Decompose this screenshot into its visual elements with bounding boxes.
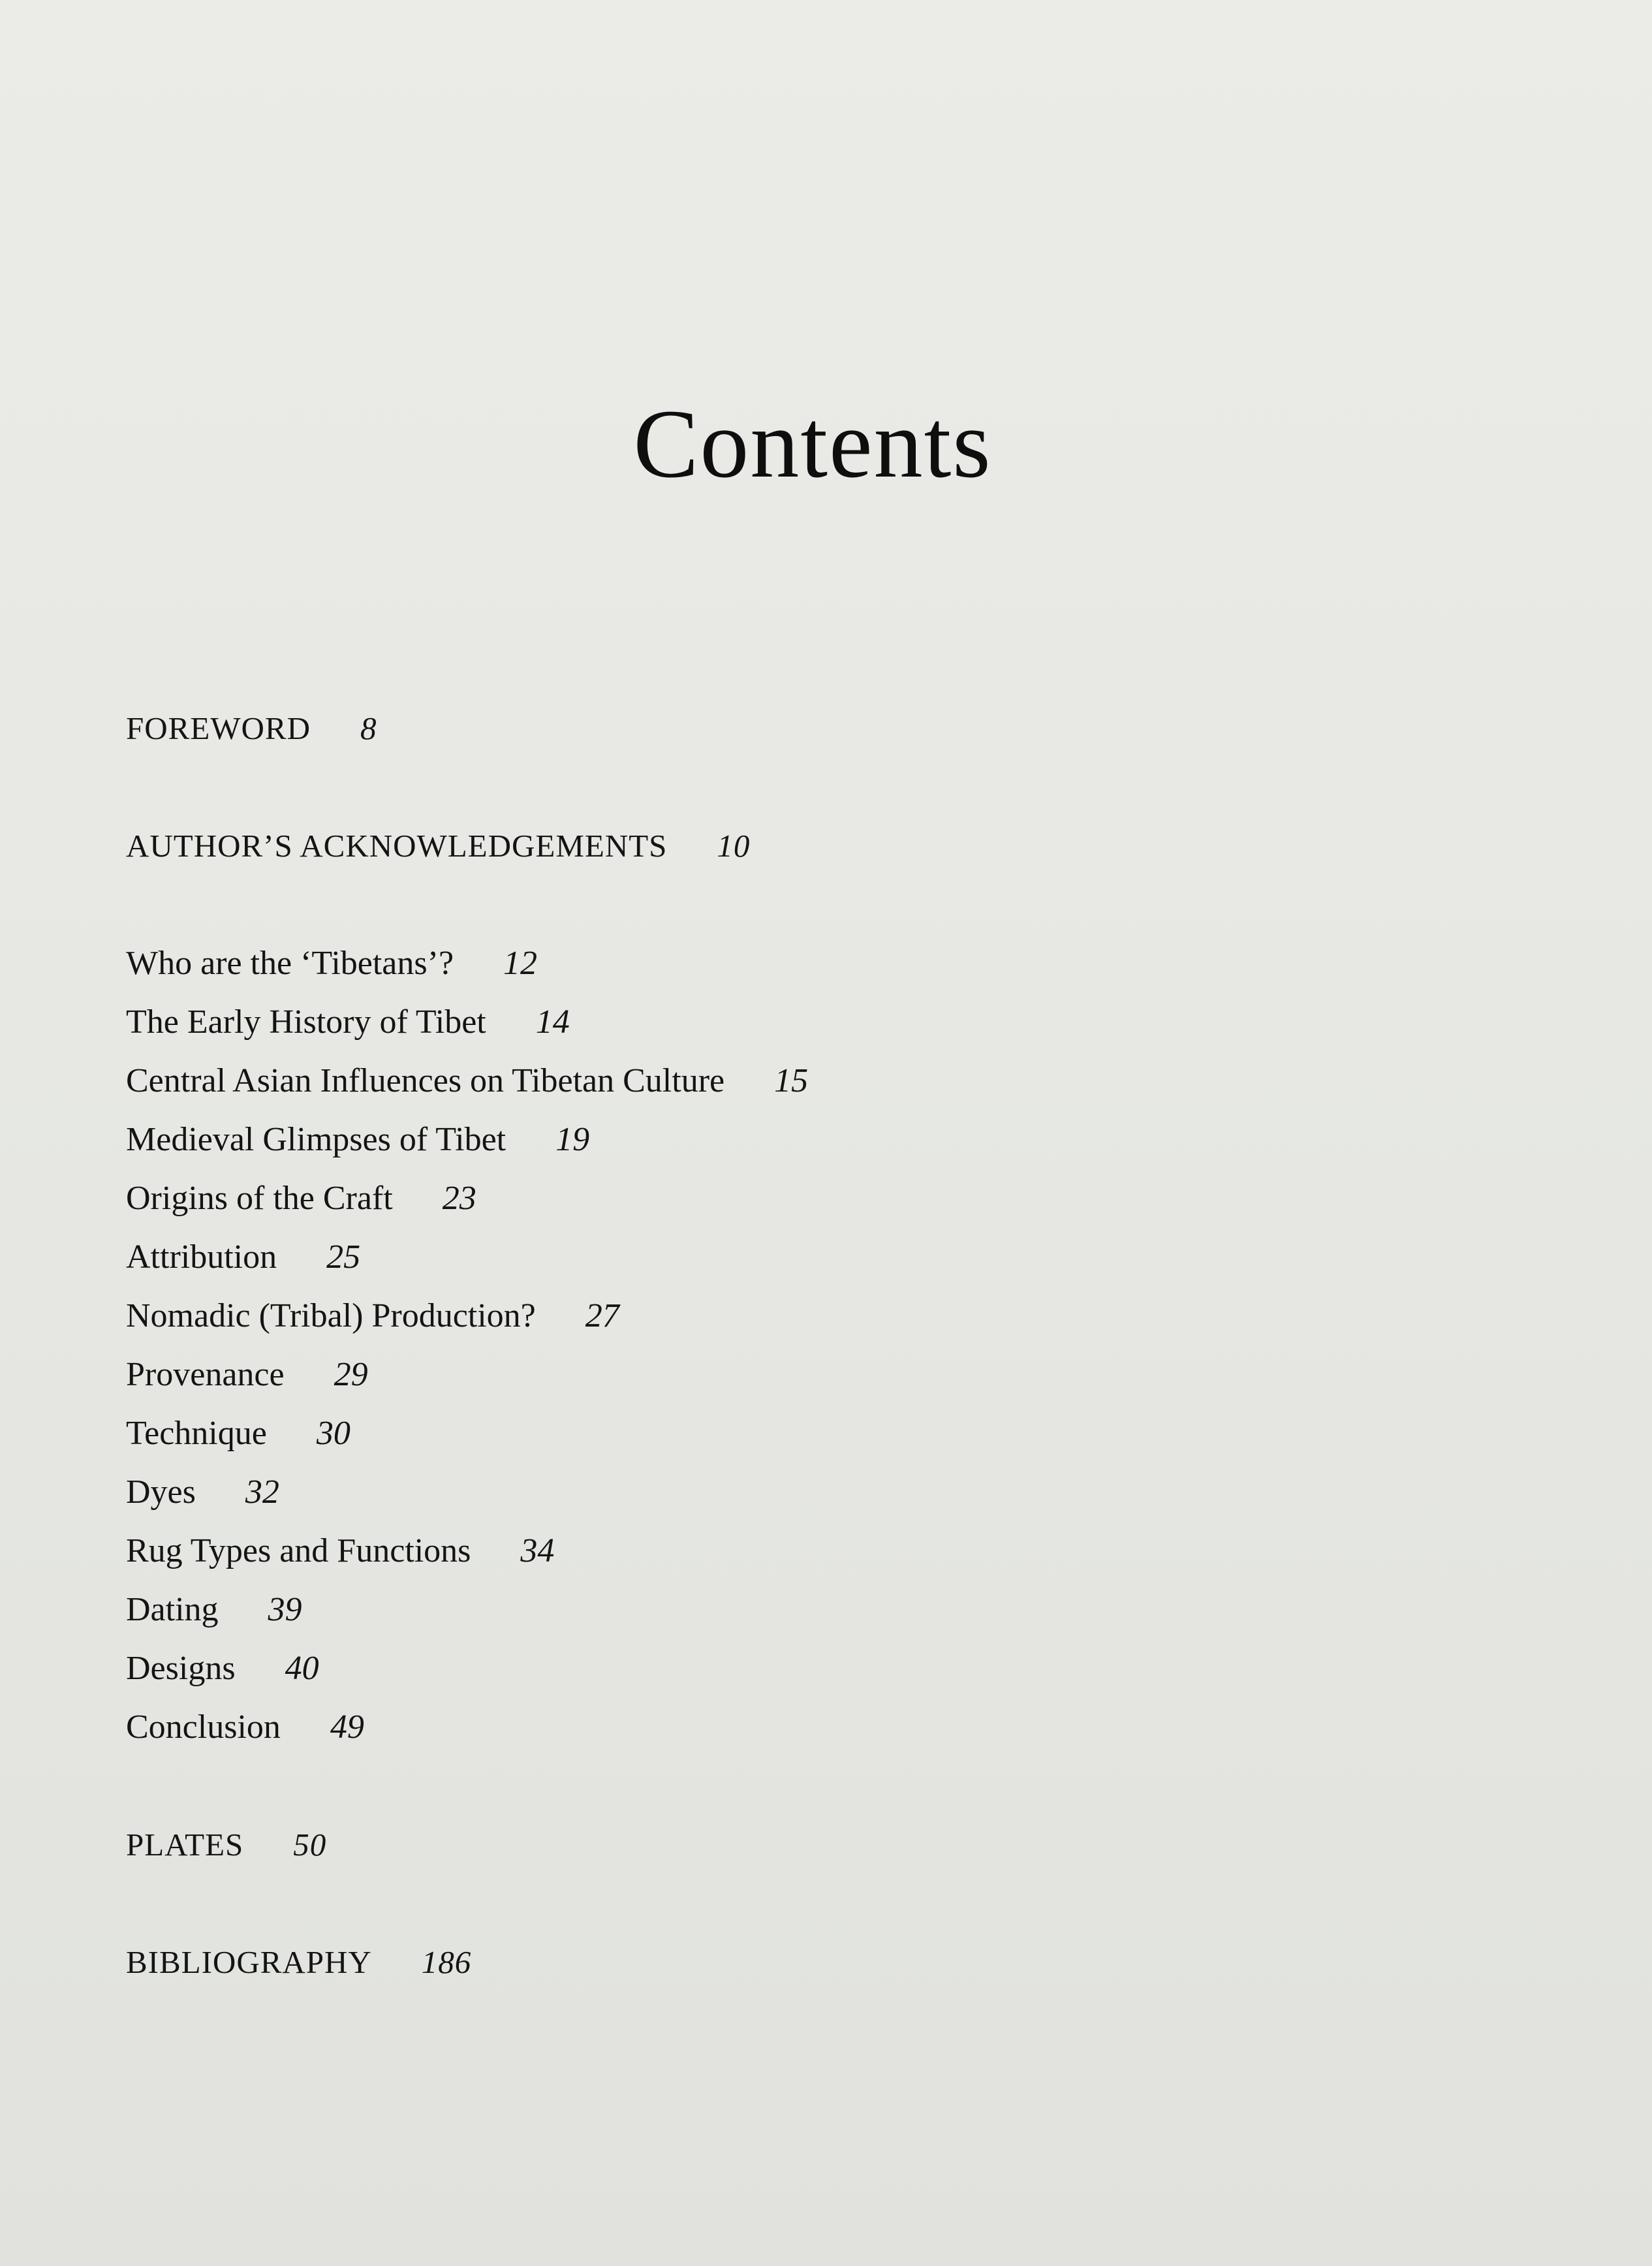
toc-entry-foreword	[126, 699, 1301, 757]
toc-entry-plates	[126, 1815, 1301, 1874]
toc-entry-chapter	[126, 992, 1301, 1051]
toc-entry-chapter	[126, 1521, 1301, 1580]
entry-title: Designs	[126, 1649, 236, 1687]
entry-page-number: 49	[330, 1708, 364, 1746]
toc-entry-chapter	[126, 1227, 1301, 1286]
entry-page-number: 186	[421, 1943, 472, 1980]
entry-title: Attribution	[126, 1238, 277, 1276]
entry-page-number: 25	[326, 1238, 361, 1276]
entry-page-number: 40	[285, 1649, 319, 1687]
chapter-list	[126, 934, 1301, 1756]
bibliography-list	[126, 1932, 1301, 1991]
entry-title: Nomadic (Tribal) Production?	[126, 1297, 536, 1334]
entry-page-number: 8	[360, 710, 377, 746]
entry-page-number: 34	[520, 1532, 555, 1569]
plates-list	[126, 1815, 1301, 1874]
entry-title: FOREWORD	[126, 710, 311, 746]
entry-title: Conclusion	[126, 1708, 281, 1746]
toc-entry-chapter	[126, 1169, 1301, 1227]
toc-entry-chapter	[126, 1639, 1301, 1697]
entry-title: Who are the ‘Tibetans’?	[126, 944, 454, 982]
toc-entry-chapter	[126, 1404, 1301, 1462]
toc-entry-chapter	[126, 1110, 1301, 1169]
entry-page-number: 14	[535, 1003, 570, 1041]
page-title: Contents	[633, 390, 992, 498]
entry-title: Origins of the Craft	[126, 1179, 393, 1217]
entry-page-number: 39	[268, 1590, 302, 1628]
entry-page-number: 32	[245, 1473, 279, 1511]
entry-page-number: 30	[316, 1414, 351, 1452]
entry-title: Provenance	[126, 1355, 285, 1393]
toc-entry-chapter	[126, 1580, 1301, 1639]
entry-page-number: 29	[334, 1355, 368, 1393]
entry-page-number: 50	[293, 1826, 327, 1863]
entry-title: Dyes	[126, 1473, 196, 1511]
entry-title: Dating	[126, 1590, 219, 1628]
entry-title: Technique	[126, 1414, 267, 1452]
front-matter-list	[126, 699, 1301, 757]
entry-page-number: 23	[442, 1179, 476, 1217]
entry-title: Rug Types and Functions	[126, 1532, 471, 1569]
entry-page-number: 27	[585, 1297, 619, 1334]
toc-entry-bibliography	[126, 1932, 1301, 1991]
entry-title: Medieval Glimpses of Tibet	[126, 1120, 507, 1158]
entry-title: AUTHOR’S ACKNOWLEDGEMENTS	[126, 827, 668, 864]
acknowledgements-list	[126, 816, 1301, 875]
entry-title: PLATES	[126, 1826, 244, 1863]
toc-entry-chapter	[126, 1697, 1301, 1756]
entry-title: The Early History of Tibet	[126, 1003, 486, 1041]
toc-entry-chapter	[126, 1286, 1301, 1345]
entry-title: BIBLIOGRAPHY	[126, 1943, 372, 1980]
entry-page-number: 10	[717, 827, 751, 864]
toc-entry-chapter	[126, 1345, 1301, 1404]
toc-entry-chapter	[126, 1051, 1301, 1110]
toc-entry-acknowledgements	[126, 816, 1301, 875]
entry-title: Central Asian Influences on Tibetan Culture	[126, 1062, 725, 1099]
toc-entry-chapter	[126, 934, 1301, 992]
entry-page-number: 15	[774, 1062, 809, 1099]
toc-entry-chapter	[126, 1462, 1301, 1521]
entry-page-number: 12	[503, 944, 538, 982]
entry-page-number: 19	[555, 1120, 590, 1158]
table-of-contents	[126, 699, 1301, 1991]
